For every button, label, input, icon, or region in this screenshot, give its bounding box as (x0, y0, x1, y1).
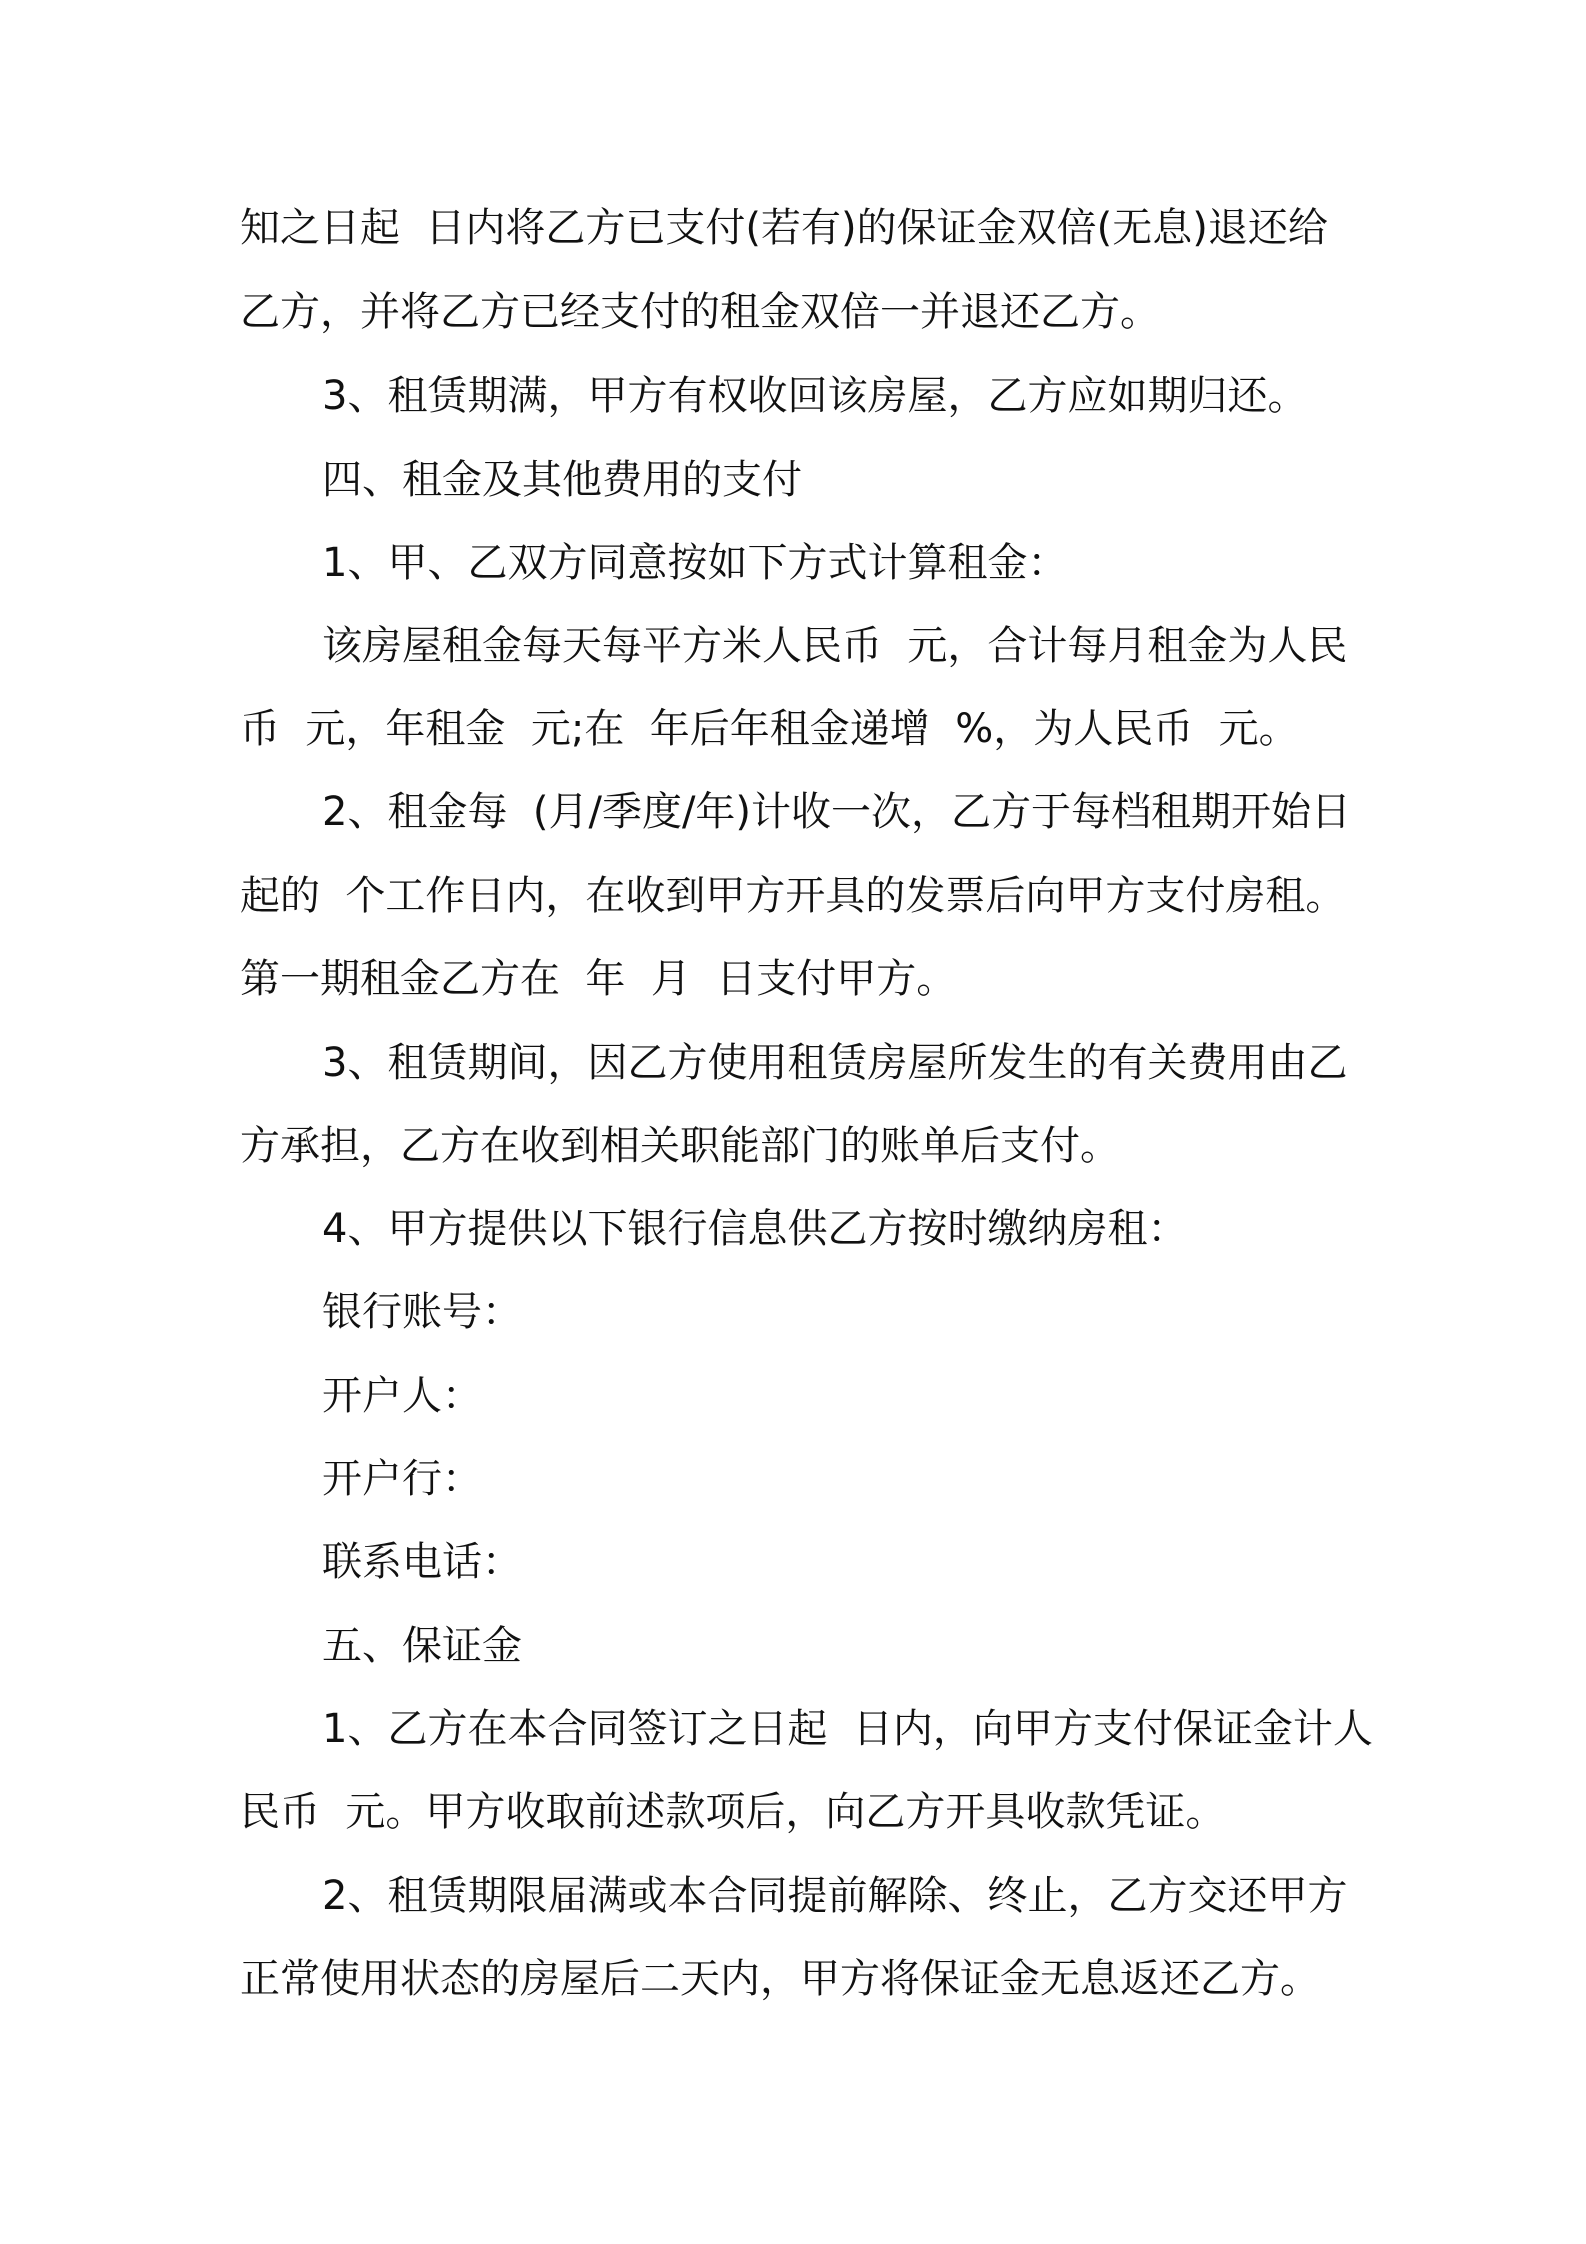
paragraph-line: 1、甲、乙双方同意按如下方式计算租金： (322, 540, 1068, 586)
paragraph-line: 乙方，并将乙方已经支付的租金双倍一并退还乙方。 (240, 289, 1160, 335)
paragraph-line: 2、租赁期限届满或本合同提前解除、终止，乙方交还甲方 (322, 1873, 1348, 1919)
bank-account-label: 银行账号： (322, 1289, 522, 1335)
paragraph-line: 币 元，年租金 元;在 年后年租金递增 %，为人民币 元。 (240, 706, 1299, 752)
section-heading: 四、租金及其他费用的支付 (322, 457, 802, 503)
paragraph-line: 起的 个工作日内，在收到甲方开具的发票后向甲方支付房租。 (240, 873, 1346, 919)
contact-phone-label: 联系电话： (322, 1539, 522, 1585)
section-heading: 五、保证金 (322, 1623, 522, 1669)
paragraph-line: 1、乙方在本合同签订之日起 日内，向甲方支付保证金计人 (322, 1706, 1373, 1752)
paragraph-line: 知之日起 日内将乙方已支付(若有)的保证金双倍(无息)退还给 (240, 205, 1328, 251)
paragraph-line: 2、租金每 (月/季度/年)计收一次，乙方于每档租期开始日 (322, 789, 1352, 835)
paragraph-line: 该房屋租金每天每平方米人民币 元，合计每月租金为人民 (322, 623, 1348, 669)
bank-branch-label: 开户行： (322, 1456, 482, 1502)
paragraph-line: 3、租赁期满，甲方有权收回该房屋，乙方应如期归还。 (322, 373, 1308, 419)
paragraph-line: 正常使用状态的房屋后二天内，甲方将保证金无息返还乙方。 (240, 1956, 1320, 2002)
paragraph-line: 4、甲方提供以下银行信息供乙方按时缴纳房租： (322, 1206, 1188, 1252)
paragraph-line: 民币 元。甲方收取前述款项后，向乙方开具收款凭证。 (240, 1789, 1226, 1835)
paragraph-line: 方承担，乙方在收到相关职能部门的账单后支付。 (240, 1123, 1120, 1169)
paragraph-line: 3、租赁期间，因乙方使用租赁房屋所发生的有关费用由乙 (322, 1040, 1348, 1086)
account-holder-label: 开户人： (322, 1373, 482, 1419)
paragraph-line: 第一期租金乙方在 年 月 日支付甲方。 (240, 956, 957, 1002)
